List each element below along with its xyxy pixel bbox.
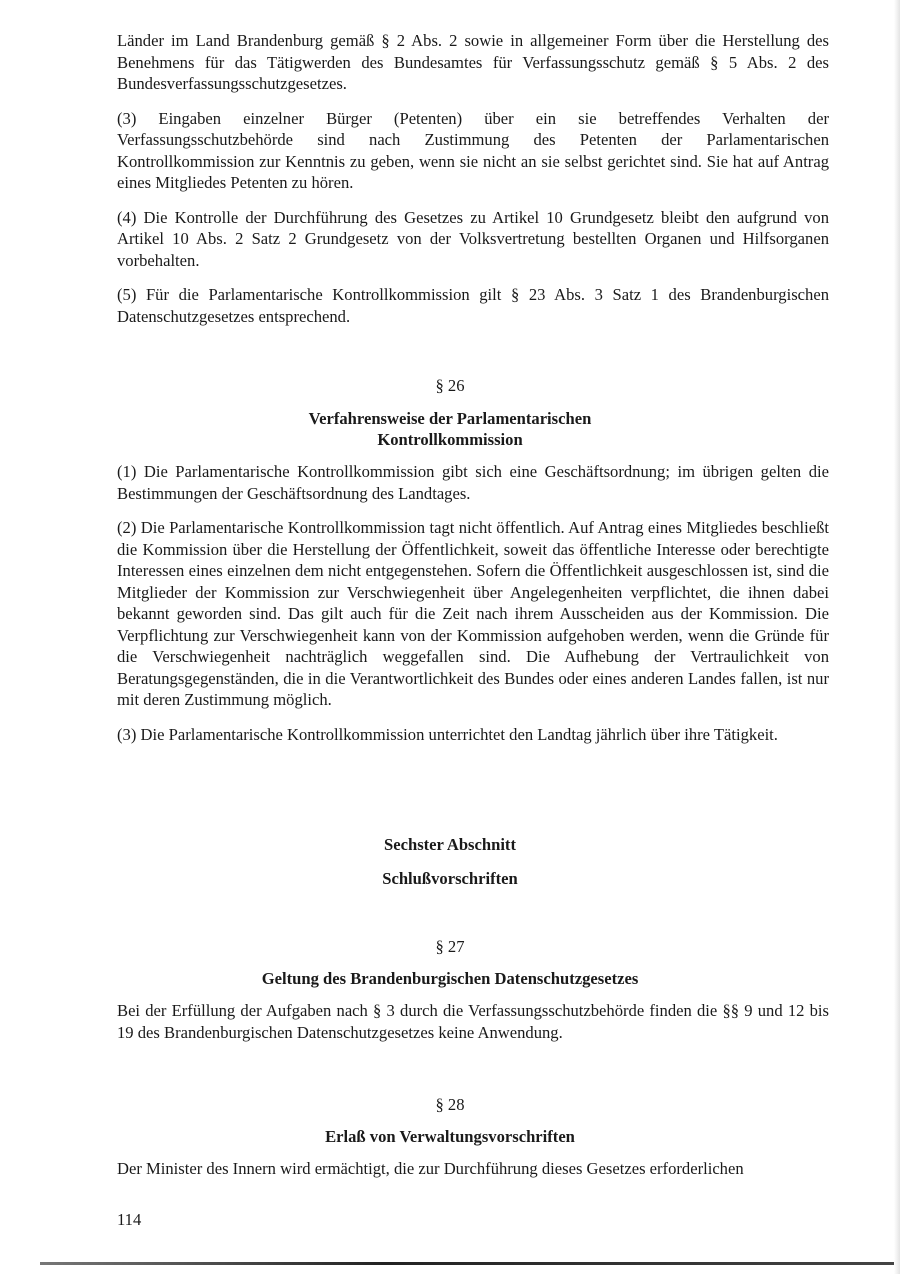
section-27-title: Geltung des Brandenburgischen Datenschutzgesetzes <box>261 969 639 988</box>
paragraph-25-4: (4) Die Kontrolle der Durchführung des Gesetzes zu Artikel 10 Grundgesetz bleibt den aufgrund von Artikel 10 Abs. 2 Satz 2 Grundgesetz von der Volksvertretung bestellten Organen und Hilfsorganen vorbehalten. <box>117 207 829 270</box>
section-heading-label: Sechster Abschnitt <box>384 835 516 854</box>
text-block-top <box>117 30 829 327</box>
section-28-number: § 28 <box>435 1095 465 1114</box>
section-26-number: § 26 <box>435 376 465 395</box>
paragraph-26-1: (1) Die Parlamentarische Kontrollkommission gibt sich eine Geschäftsordnung; im übrigen gelten die Bestimmungen der Geschäftsordnung des Landtages. <box>117 462 829 503</box>
text-block-26 <box>117 461 829 745</box>
paragraph-28: Der Minister des Innern wird ermächtigt, die zur Durchführung dieses Gesetzes erforderlichen <box>117 1159 744 1178</box>
scan-bottom-edge <box>40 1262 900 1265</box>
section-26-title-line1: Verfahrensweise der Parlamentarischen <box>308 409 592 428</box>
section-heading-title: Schlußvorschriften <box>382 869 518 888</box>
paragraph-continuation: Länder im Land Brandenburg gemäß § 2 Abs. 2 sowie in allgemeiner Form über die Herstellung des Benehmens für das Tätigwerden des Bundesamtes für Verfassungsschutz gemäß § 5 Abs. 2 des Bundesverfassungsschutzgesetzes. <box>117 31 829 93</box>
section-26-title-line2: Kontrollkommission <box>377 430 523 449</box>
paragraph-26-3: (3) Die Parlamentarische Kontrollkommission unterrichtet den Landtag jährlich über ihre Tätigkeit. <box>117 724 778 744</box>
page-number: 114 <box>117 1210 142 1229</box>
paragraph-25-5: (5) Für die Parlamentarische Kontrollkommission gilt § 23 Abs. 3 Satz 1 des Brandenburgischen Datenschutzgesetzes entsprechend. <box>117 285 829 326</box>
section-27-number: § 27 <box>435 937 465 956</box>
paragraph-25-3: (3) Eingaben einzelner Bürger (Petenten) über ein sie betreffendes Verhalten der Verfassungsschutzbehörde sind nach Zustimmung des Petenten der Parlamentarischen Kontrollkommission zur Kenntnis zu geben, wenn sie nicht an sie selbst gerichtet sind. Sie hat auf Antrag eines Mitgliedes Petenten zu hören. <box>117 108 829 192</box>
section-28-title: Erlaß von Verwaltungsvorschriften <box>325 1127 575 1146</box>
scan-right-edge <box>894 0 900 1274</box>
paragraph-27: Bei der Erfüllung der Aufgaben nach § 3 durch die Verfassungsschutzbehörde finden die §§ 9 und 12 bis 19 des Brandenburgischen Datenschutzgesetzes keine Anwendung. <box>117 1001 829 1042</box>
paragraph-26-2: (2) Die Parlamentarische Kontrollkommission tagt nicht öffentlich. Auf Antrag eines Mitgliedes beschließt die Kommission über die Herstellung der Öffentlichkeit, soweit das öffentliche Interesse oder berechtigte Interessen eines einzelnen dem nicht entgegenstehen. Sofern die Öffentlichkeit ausgeschlossen ist, sind die Mitglieder der Kommission zur Verschwiegenheit über Angelegenheiten verpflichtet, die ihnen dabei bekannt geworden sind. Das gilt auch für die Zeit nach ihrem Ausscheiden aus der Kommission. Die Verpflichtung zur Verschwiegenheit kann von der Kommission aufgehoben werden, wenn die Gründe für die Verschwiegenheit nachträglich weggefallen sind. Die Aufhebung der Vertraulichkeit von Beratungsgegenständen, die in die Verantwortlichkeit des Bundes oder eines anderen Landes fallen, ist nur mit deren Zustimmung möglich. <box>117 518 829 709</box>
